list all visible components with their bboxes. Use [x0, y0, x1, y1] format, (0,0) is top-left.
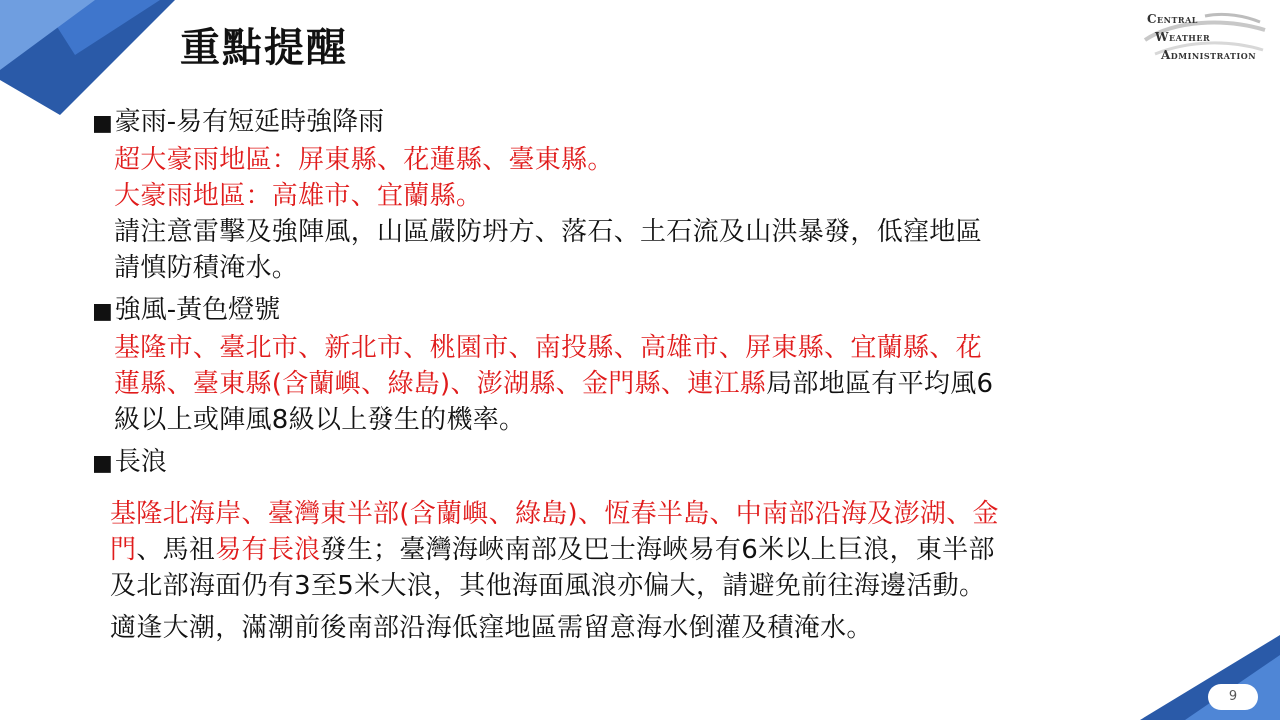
advice-line: 請慎防積淹水。: [114, 253, 299, 283]
square-bullet-icon: ■: [92, 111, 113, 136]
corner-decoration-top-left: [0, 0, 175, 115]
square-bullet-icon: ■: [92, 451, 113, 476]
logo-text-line2: Weather: [1155, 30, 1211, 44]
warning-line: 門、馬祖易有長浪發生；臺灣海峽南部及巴士海峽易有6米以上巨浪，東半部: [110, 535, 995, 565]
warning-line: 蓮縣、臺東縣(含蘭嶼、綠島)、澎湖縣、金門縣、連江縣局部地區有平均風6: [114, 369, 994, 399]
corner-decoration-bottom-right: [1100, 635, 1280, 720]
advice-line: 及北部海面仍有3至5米大浪，其他海面風浪亦偏大，請避免前往海邊活動。: [110, 571, 986, 601]
warning-line: 基隆北海岸、臺灣東半部(含蘭嶼、綠島)、恆春半島、中南部沿海及澎湖、金: [110, 499, 999, 529]
warning-line: 基隆市、臺北市、新北市、桃園市、南投縣、高雄市、屏東縣、宜蘭縣、花: [114, 333, 982, 363]
section-heading: ■長浪: [92, 444, 1202, 482]
page-number: 9: [1208, 684, 1258, 710]
cwa-logo: [1135, 10, 1270, 66]
slide-title: 重點提醒: [180, 25, 348, 71]
warning-line: 超大豪雨地區：屏東縣、花蓮縣、臺東縣。: [114, 145, 614, 175]
advice-line: 適逢大潮，滿潮前後南部沿海低窪地區需留意海水倒灌及積淹水。: [110, 613, 873, 643]
section-heading: ■豪雨-易有短延時強降雨: [92, 104, 1202, 142]
warning-line: 大豪雨地區：高雄市、宜蘭縣。: [114, 181, 483, 211]
logo-text-line1: Central: [1147, 12, 1198, 26]
slide-body: [92, 104, 1202, 646]
section-heading: ■強風-黃色燈號: [92, 292, 1202, 330]
square-bullet-icon: ■: [92, 299, 113, 324]
advice-line: 級以上或陣風8級以上發生的機率。: [114, 405, 526, 435]
logo-text-line3: Administration: [1161, 48, 1257, 62]
advice-line: 請注意雷擊及強陣風，山區嚴防坍方、落石、土石流及山洪暴發，低窪地區: [114, 217, 982, 247]
